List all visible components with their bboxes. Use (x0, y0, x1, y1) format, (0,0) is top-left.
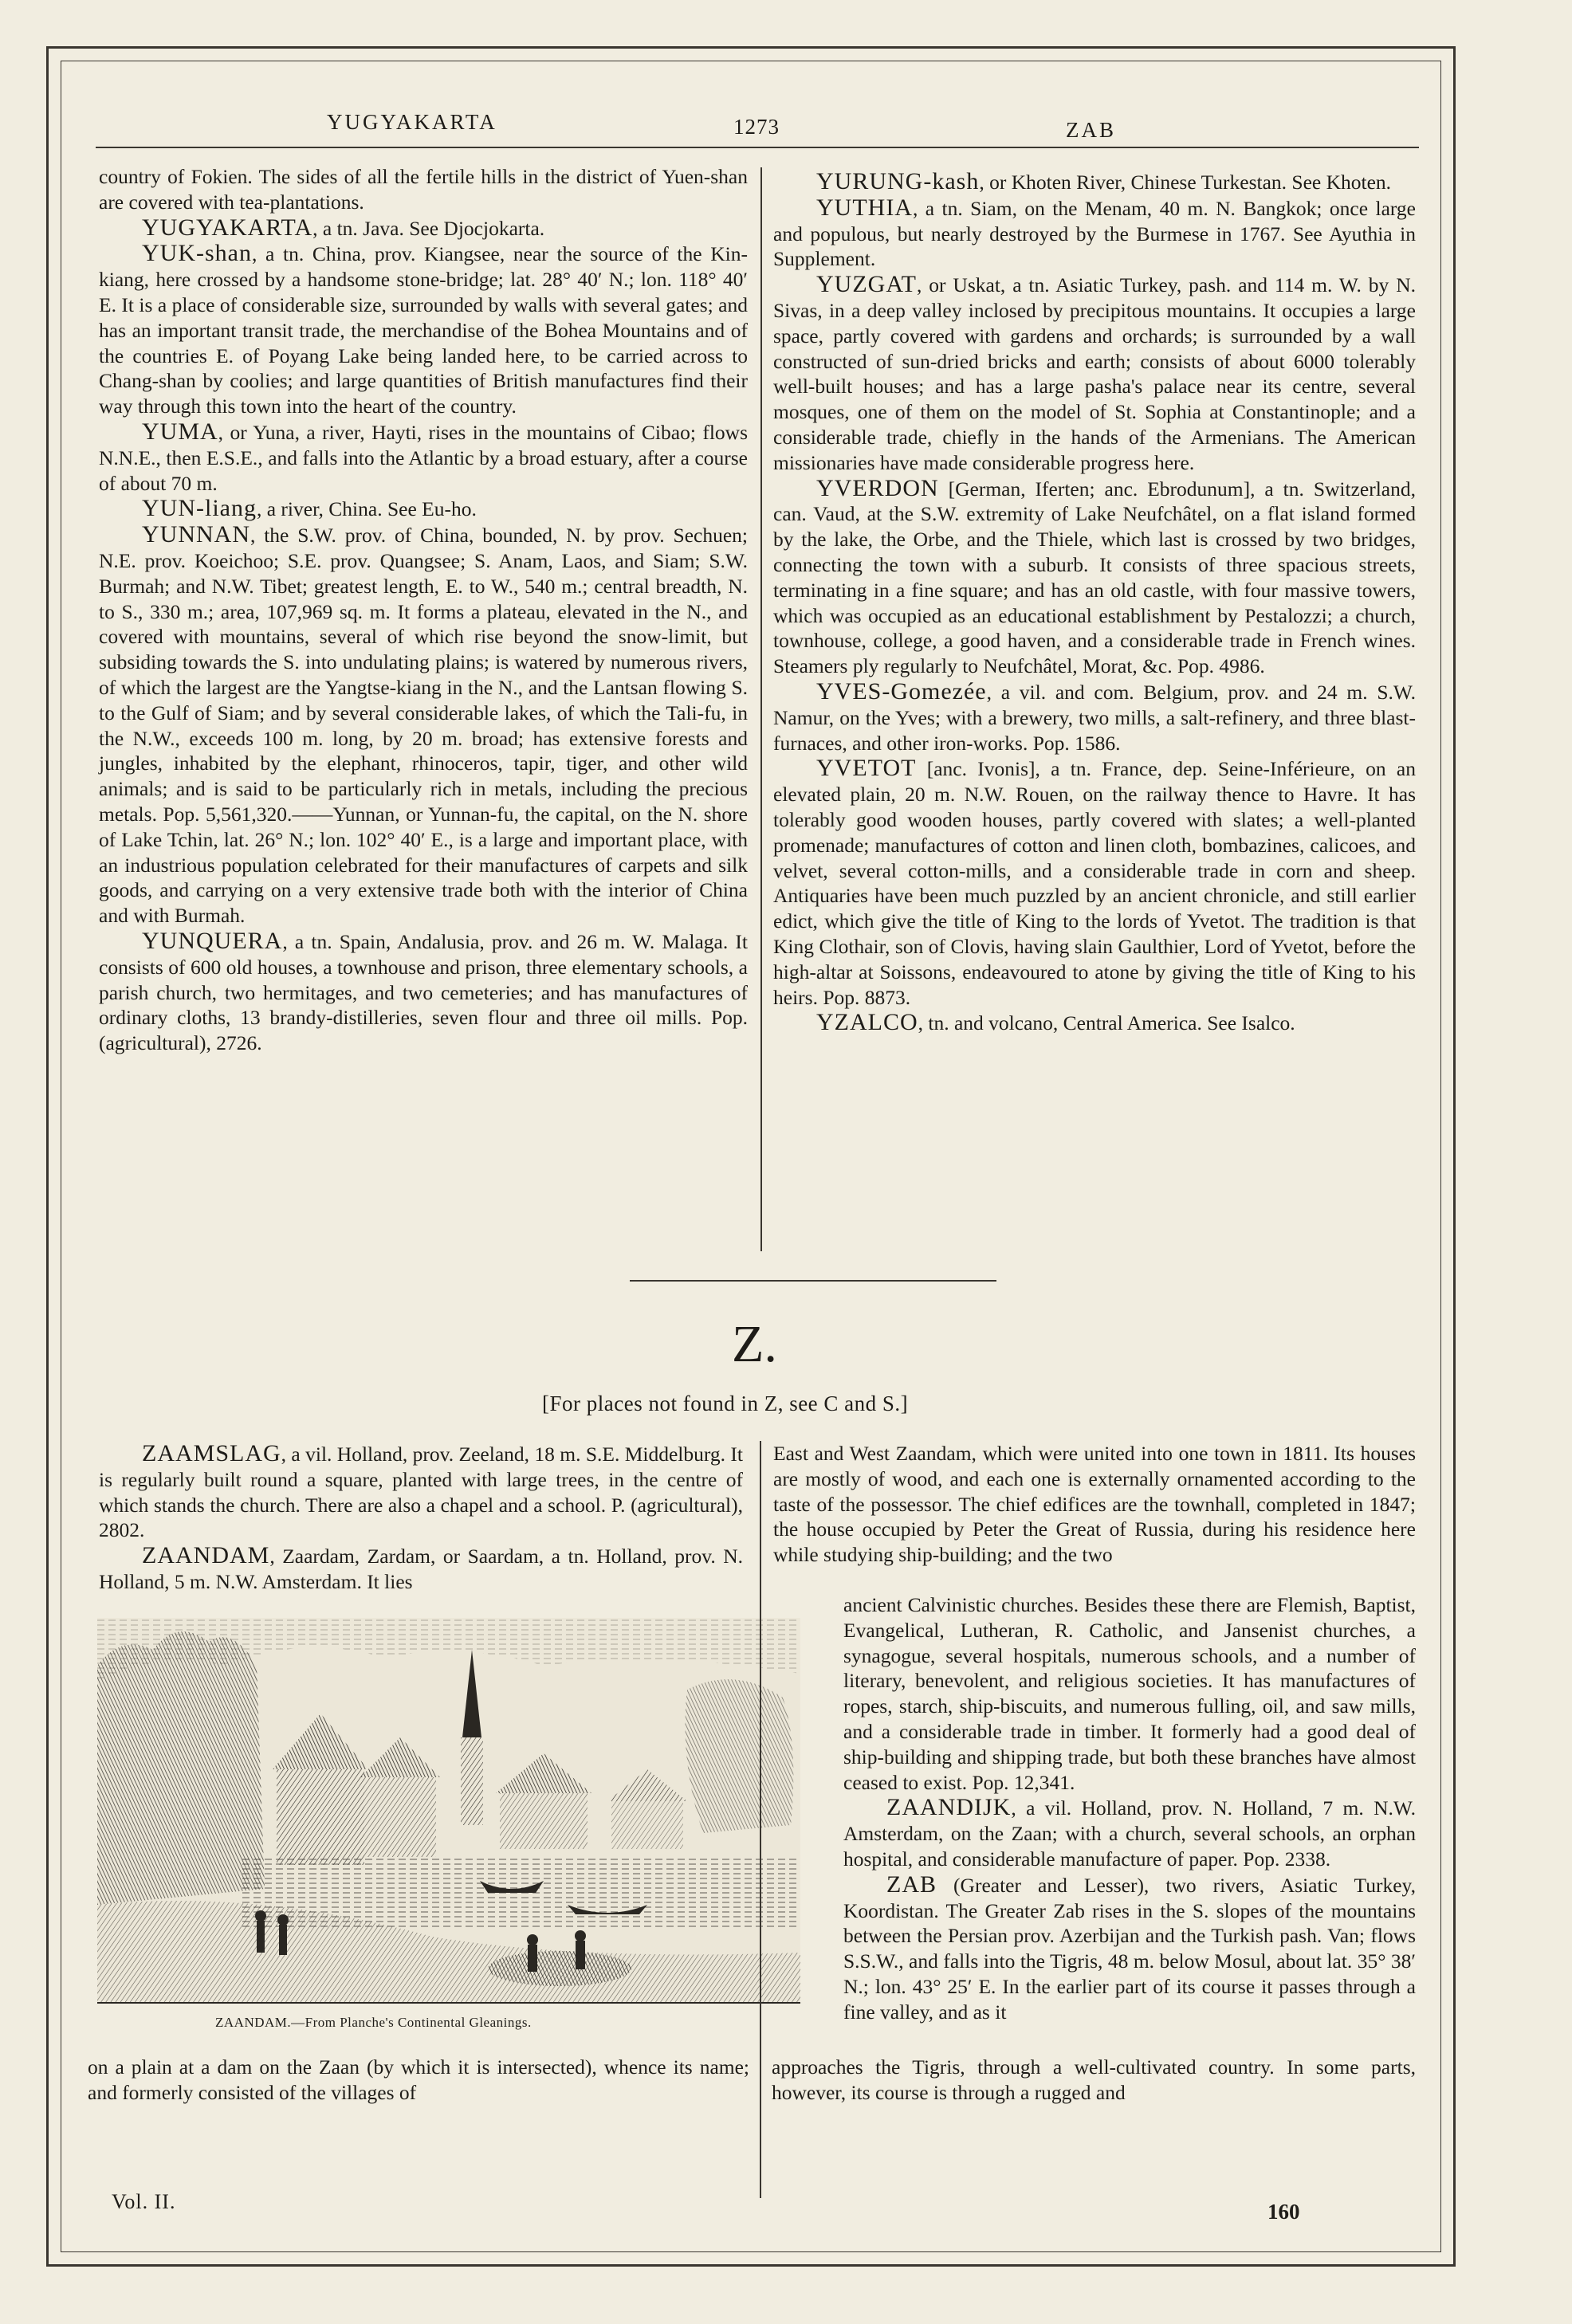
left-column (99, 164, 748, 1056)
entry-text: , a tn. Java. See Djocjokarta. (312, 216, 545, 240)
entry (773, 272, 1416, 475)
section-rule (630, 1280, 996, 1282)
entry-text: , a vil. Holland, prov. N. Holland, 7 m. N.W. Amsterdam, on the Zaan; with a church, several schools, an orphan hospital, and considerable manufacture of paper. Pop. 2338. (843, 1796, 1416, 1871)
z-right-column-bottom (772, 2055, 1416, 2106)
entry (99, 164, 748, 215)
entry (99, 1543, 743, 1595)
entry-headword: YZALCO (816, 1009, 918, 1036)
right-column (773, 169, 1416, 1036)
entry-headword: YUZGAT (816, 271, 917, 298)
entry-text: , a vil. Holland, prov. Zeeland, 18 m. S.E. Middelburg. It is regularly built round a square, planted with large trees, in the centre of which stands the church. There are also a chapel and a school. P. (agricultural), 2802. (99, 1443, 743, 1542)
entry-headword: YUK-shan (142, 240, 252, 267)
header-left-word: YUGYAKARTA (327, 110, 497, 134)
z-right-top-text: East and West Zaandam, which were united into one town in 1811. Its houses are mostly of wood, and each one is externally ornamented according to the taste of the possessor. The chief edifices are the townhall, completed in 1847; the house occupied by Peter the Great of Russia, during his residence here while studying ship-building; and the two (773, 1442, 1416, 1567)
entry-text: , or Khoten River, Chinese Turkestan. See Khoten. (979, 171, 1392, 194)
z-left-continuation-text: on a plain at a dam on the Zaan (by which it is intersected), whence its name; and formerly consisted of the villages of (88, 2055, 749, 2104)
z-left-continuation (88, 2055, 749, 2106)
entry-text: , a river, China. See Eu-ho. (256, 497, 477, 521)
page-number: 1273 (733, 115, 780, 139)
entry-text: ancient Calvinistic churches. Besides these there are Flemish, Baptist, Evangelical, Lutheran, R. Catholic, and Jansenist churches, a synagogue, several hospitals, numerous schools, and a number of literary, benevolent, and religious societies. It has manufactures of ropes, starch, ship-biscuits, and numerous fulling, oil, and saw mills, and a considerable trade in timber. It formerly had a good deal of ship-building and shipping trade, but both these branches have almost ceased to exist. Pop. 12,341. (843, 1593, 1416, 1794)
z-left-column (99, 1441, 743, 1595)
z-right-column-top (773, 1441, 1416, 1568)
entry-text: , a tn. Spain, Andalusia, prov. and 26 m. W. Malaga. It consists of 600 old houses, a townhouse and prison, three elementary schools, a parish church, two hermitages, and two cemeteries; and has manufactures of ordinary cloths, 13 brandy-distilleries, seven flour and three oil mills. Pop. (agricultural), 2726. (99, 929, 748, 1055)
entry-text: country of Fokien. The sides of all the fertile hills in the district of Yuen-shan are covered with tea-plantations. (99, 165, 748, 214)
entry-text: , or Uskat, a tn. Asiatic Turkey, pash. and 114 m. W. by N. Sivas, in a deep valley inclosed by precipitous mountains. It occupies a large space, partly covered with gardens and orchards; is surrounded by a wall constructed of sun-dried bricks and earth; consists of about 6000 tolerably well-built houses; and has a large pasha's palace near its centre, several mosques, one of them on the model of St. Sophia at Constantinople; and a considerable trade, chiefly in the hands of the Armenians. The American missionaries have made considerable progress here. (773, 273, 1416, 474)
entry (99, 215, 748, 241)
entry (99, 419, 748, 496)
entry (99, 522, 748, 928)
entry-headword: YUTHIA (816, 194, 913, 221)
volume-label: Vol. II. (112, 2190, 176, 2213)
entry-headword: YUNQUERA (142, 927, 283, 954)
entry-headword: YUMA (142, 418, 218, 445)
entry-headword: YUGYAKARTA (142, 214, 313, 241)
entry-headword: YVES-Gomezée (816, 677, 987, 705)
entry-text: , Zaardam, Zardam, or Saardam, a tn. Holland, prov. N. Holland, 5 m. N.W. Amsterdam. It lies (99, 1545, 743, 1593)
zaandam-engraving (97, 1618, 800, 2004)
header-rule (96, 147, 1419, 148)
entry-text: [German, Iferten; anc. Ebrodunum], a tn. Switzerland, can. Vaud, at the S.W. extremity of Lake Neufchâtel, on a flat island formed by the lake, the Orbe, and the Thiele, which last is crossed by two bridges, connecting the town with a suburb. It consists of three spacious streets, terminating in a fine square; and has an old castle, with four massive towers, which was occupied as an educational establishment by Pestalozzi; a church, townhouse, college, a good haven, and a considerable trade in French wines. Steamers ply regularly to Neufchâtel, Morat, &c. Pop. 4986. (773, 477, 1416, 678)
entry-headword: YVETOT (816, 755, 917, 782)
entry (843, 1592, 1416, 1795)
entry (99, 1441, 743, 1543)
z-right-column-beside-illustration (843, 1592, 1416, 2025)
entry-headword: YUN-liang (142, 495, 257, 522)
entry (99, 928, 748, 1056)
header-right-word: ZAB (1066, 118, 1116, 142)
entry (773, 1010, 1416, 1036)
entry (773, 476, 1416, 679)
z-right-bottom-text: approaches the Tigris, through a well-cultivated country. In some parts, however, its course is through a rugged and (772, 2055, 1416, 2104)
section-note: [For places not found in Z, see C and S.] (542, 1392, 909, 1415)
entry-text: , a tn. China, prov. Kiangsee, near the source of the Kin-kiang, here crossed by a handsome stone-bridge; lat. 28° 40′ N.; lon. 118° 40′ E. It is a place of considerable size, surrounded by walls with several gates; and has an important transit trade, the merchandise of the Bohea Mountains and of the countries E. of Poyang Lake being landed here, to be carried across to Chang-shan by coolies; and large quantities of British manufactures find their way through this town into the heart of the country. (99, 242, 748, 418)
entry-headword: YUNNAN (142, 521, 250, 548)
column-divider (760, 167, 762, 1251)
entry-text: , the S.W. prov. of China, bounded, N. by prov. Sechuen; N.E. prov. Koeichoo; S.E. prov. Quangsee; S. Anam, Laos, and Siam; S.W. Burmah; and N.W. Tibet; greatest length, E. to W., 540 m.; central breadth, N. to S., 330 m.; area, 107,969 sq. m. It forms a plateau, elevated in the N., and covered with mountains, several of which rise beyond the snow-limit, but subsiding towards the S. into undulating plains; is watered by numerous rivers, of which the largest are the Yangtse-kiang in the N., and the Lantsan flowing S. to the Gulf of Siam; and by several considerable lakes, of which the Tali-fu, in the N.W., exceeds 100 m. long, by 20 m. broad; has extensive forests and jungles, inhabited by the elephant, rhinoceros, tapir, tiger, and other wild animals; and is said to be particularly rich in metals, including the precious metals. Pop. 5,561,320.——Yunnan, or Yunnan-fu, the capital, on the N. shore of Lake Tchin, lat. 26° N.; lon. 102° 40′ E., is a large and important place, with an industrious population celebrated for their manufactures of carpets and silk goods, and carrying on a very extensive trade both with the interior of China and with Burmah. (99, 524, 748, 928)
entry (773, 195, 1416, 272)
z-column-divider (760, 1441, 761, 2198)
entry (843, 1795, 1416, 1871)
entry-text: (Greater and Lesser), two rivers, Asiatic Turkey, Koordistan. The Greater Zab rises in the S. slopes of the mountains between the Persian prov. Azerbijan and the Turkish pash. Van; flows S.S.W., and falls into the Tigris, 48 m. below Mosul, about lat. 35° 38′ N.; lon. 43° 25′ E. In the earlier part of its course it passes through a fine valley, and as it (843, 1873, 1416, 2024)
entry-text: [anc. Ivonis], a tn. France, dep. Seine-Inférieure, on an elevated plain, 20 m. N.W. Rouen, on the railway thence to Havre. It has tolerably good wooden houses, partly covered with slates; a well-planted promenade; manufactures of cotton and linen cloth, bombazines, calicoes, and velvet, several cotton-mills, and a considerable trade in corn and sheep. Antiquaries have been much puzzled by an ancient chronicle, and still earlier edict, which give the title of King to the lords of Yvetot. The tradition is that King Clothair, son of Clovis, having slain Gaulthier, Lord of Yvetot, before the high-altar at Soissons, endeavoured to atone by giving the title of King to his heirs. Pop. 8873. (773, 757, 1416, 1009)
entry-headword: YURUNG-kash (816, 168, 980, 194)
entry (773, 756, 1416, 1010)
entry-text: , tn. and volcano, Central America. See Isalco. (918, 1011, 1295, 1035)
entry-headword: ZAAMSLAG (142, 1440, 281, 1466)
entry-headword: ZAANDIJK (886, 1794, 1012, 1821)
entry-text: , a vil. and com. Belgium, prov. and 24 m. S.W. Namur, on the Yves; with a brewery, two mills, a salt-refinery, and three blast-furnaces, and other iron-works. Pop. 1586. (773, 680, 1416, 755)
entry-text: , or Yuna, a river, Hayti, rises in the mountains of Cibao; flows N.N.E., then E.S.E., and falls into the Atlantic by a broad estuary, after a course of about 70 m. (99, 420, 748, 495)
entry-headword: YVERDON (816, 474, 939, 501)
section-letter: Z. (732, 1315, 777, 1373)
entry (843, 1872, 1416, 2025)
entry-headword: ZAB (886, 1871, 937, 1898)
entry-headword: ZAANDAM (142, 1542, 270, 1569)
signature-number: 160 (1267, 2200, 1300, 2224)
entry (99, 496, 748, 522)
entry (99, 241, 748, 419)
entry (773, 169, 1416, 195)
illustration-caption: ZAANDAM.—From Planche's Continental Gleanings. (215, 2015, 532, 2030)
running-header (96, 110, 1419, 150)
entry (773, 679, 1416, 756)
entry-text: , a tn. Siam, on the Menam, 40 m. N. Bangkok; once large and populous, but nearly destroyed by the Burmese in 1767. See Ayuthia in Supplement. (773, 196, 1416, 271)
